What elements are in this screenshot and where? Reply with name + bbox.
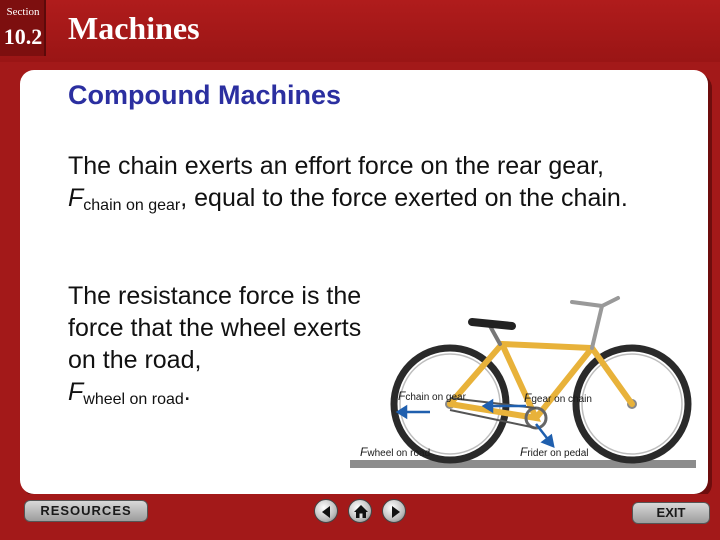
label-chain-on-gear: Fchain on gear: [398, 389, 466, 403]
paragraph-resistance-force: [68, 280, 368, 416]
slide-subtitle: Compound Machines: [68, 80, 342, 110]
chapter-title: Machines: [68, 10, 200, 46]
para2-text-end: .: [183, 378, 191, 406]
bicycle-illustration: [340, 286, 700, 476]
para1-text-end: , equal to the force exerted on the chain.: [180, 184, 628, 212]
next-arrow-icon: [383, 500, 407, 524]
label-rider-on-pedal: Frider on pedal: [520, 445, 589, 459]
label-wheel-on-road: Fwheel on road: [360, 445, 431, 459]
para2-force-var: F: [68, 378, 84, 406]
para2-force-sub: wheel on road: [83, 391, 184, 408]
para1-force-sub: chain on gear: [83, 197, 181, 214]
prev-arrow-icon: [315, 500, 339, 524]
previous-slide-button[interactable]: [314, 499, 338, 523]
resources-button[interactable]: RESOURCES: [24, 500, 148, 522]
home-button[interactable]: [348, 499, 372, 523]
label-gear-on-chain: Fgear on chain: [524, 391, 592, 405]
para2-text-start: The resistance force is the force that the wheel exerts on the road,: [68, 282, 362, 374]
home-icon: [349, 500, 373, 524]
para1-text-start: The chain exerts an effort force on the rear gear,: [68, 152, 604, 180]
section-number: 10.2: [3, 24, 43, 49]
bicycle-figure: [340, 286, 700, 476]
section-label: Section: [6, 6, 40, 18]
para1-force-var: F: [68, 184, 84, 212]
exit-button[interactable]: EXIT: [632, 502, 710, 524]
paragraph-chain-force: [68, 150, 688, 222]
section-badge: [0, 0, 46, 56]
next-slide-button[interactable]: [382, 499, 406, 523]
